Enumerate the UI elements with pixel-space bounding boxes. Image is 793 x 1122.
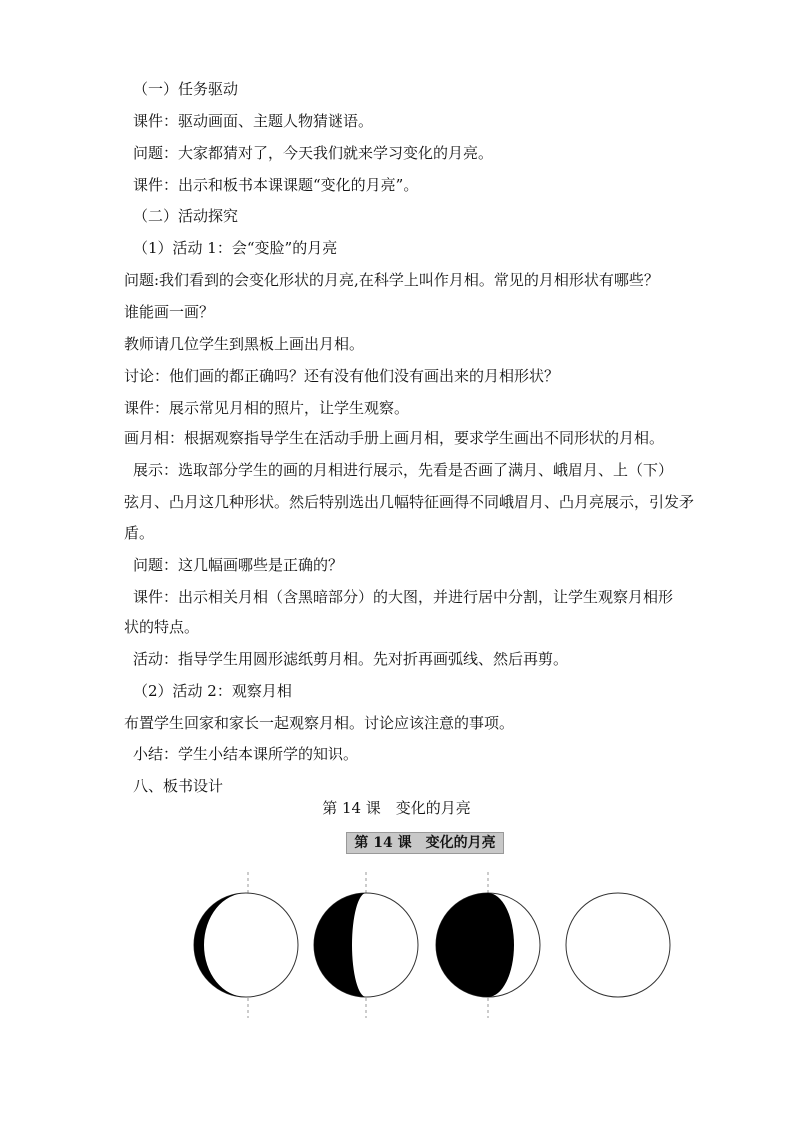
section-heading-task: （一）任务驱动 — [133, 80, 239, 98]
paragraph: 课件：出示和板书本课课题“变化的月亮”。 — [133, 176, 419, 194]
paragraph: 状的特点。 — [124, 618, 200, 636]
paragraph: 课件：展示常见月相的照片，让学生观察。 — [124, 399, 410, 417]
sub-heading-activity-2: （2）活动 2：观察月相 — [133, 682, 292, 700]
board-title-box: 第 14 课 变化的月亮 — [346, 832, 504, 854]
paragraph: 盾。 — [124, 524, 155, 542]
paragraph: 展示：选取部分学生的画的月相进行展示，先看是否画了满月、峨眉月、上（下） — [133, 461, 674, 479]
paragraph: 画月相：根据观察指导学生在活动手册上画月相，要求学生画出不同形状的月相。 — [124, 429, 665, 447]
sub-heading-activity-1: （1）活动 1：会“变脸”的月亮 — [133, 239, 338, 257]
paragraph: 弦月、凸月这几种形状。然后特别选出几幅特征画得不同峨眉月、凸月亮展示，引发矛 — [124, 493, 695, 511]
paragraph: 谁能画一画？ — [124, 303, 215, 321]
paragraph: 问题:我们看到的会变化形状的月亮,在科学上叫作月相。常见的月相形状有哪些？ — [124, 271, 659, 289]
moon-phases-diagram — [180, 870, 700, 1020]
moon-gibbous — [436, 893, 540, 997]
paragraph: 布置学生回家和家长一起观察月相。讨论应该注意的事项。 — [124, 714, 515, 732]
paragraph: 问题：大家都猜对了，今天我们就来学习变化的月亮。 — [133, 144, 494, 162]
section-heading-activity: （二）活动探究 — [133, 207, 239, 225]
paragraph: 教师请几位学生到黑板上画出月相。 — [124, 335, 365, 353]
moon-crescent — [194, 893, 298, 997]
paragraph: 讨论：他们画的都正确吗？还有没有他们没有画出来的月相形状？ — [124, 367, 560, 385]
paragraph: 小结：学生小结本课所学的知识。 — [133, 745, 359, 763]
moon-full — [566, 893, 670, 997]
board-title: 第 14 课 变化的月亮 — [322, 799, 471, 817]
moon-first-quarter — [314, 893, 418, 997]
paragraph: 活动：指导学生用圆形滤纸剪月相。先对折再画弧线、然后再剪。 — [133, 650, 569, 668]
paragraph: 课件：出示相关月相（含黑暗部分）的大图，并进行居中分割，让学生观察月相形 — [133, 588, 674, 606]
paragraph: 课件：驱动画面、主题人物猜谜语。 — [133, 112, 374, 130]
paragraph: 问题：这几幅画哪些是正确的？ — [133, 556, 344, 574]
section-heading-board-design: 八、板书设计 — [133, 777, 224, 795]
